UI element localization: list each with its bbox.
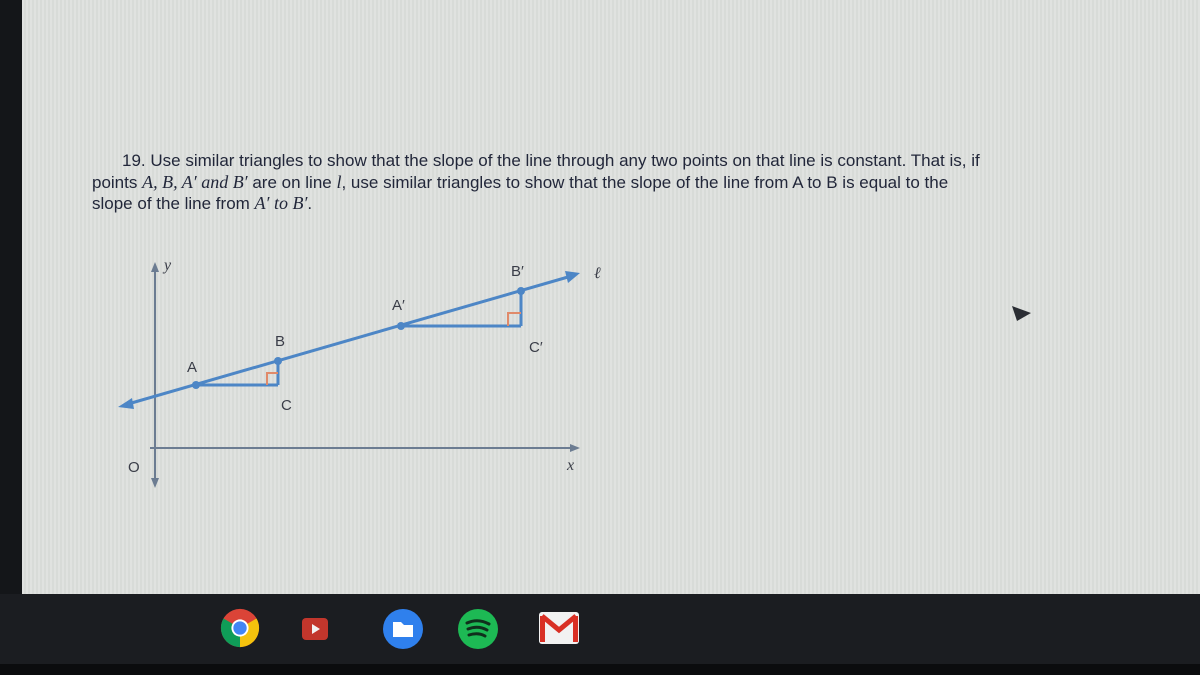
line-name-math: l: [336, 171, 342, 192]
point-B-prime: [517, 287, 525, 295]
chrome-icon[interactable]: [219, 607, 261, 649]
label-C-prime: C′: [529, 339, 543, 356]
line-l-right-arrow-icon: [565, 271, 580, 283]
label-A-prime: A′: [392, 297, 405, 314]
question-line-3: slope of the line from A′ to B′.: [92, 193, 313, 213]
point-A-prime: [397, 322, 405, 330]
segment-math: A′ to B′: [254, 193, 308, 213]
points-math: A, B, A′ and B′: [142, 171, 248, 192]
label-C: C: [281, 397, 292, 414]
point-A: [192, 381, 200, 389]
question-line-1: 19. Use similar triangles to show that the slope of the line through any two points on that line is constant. That is, if: [122, 151, 980, 170]
gmail-icon[interactable]: [539, 612, 579, 644]
mouse-cursor-icon: [1012, 306, 1031, 321]
origin-label: O: [128, 459, 140, 476]
x-axis-label: x: [567, 457, 575, 474]
label-line-l: ℓ: [594, 265, 601, 282]
files-icon[interactable]: [381, 607, 425, 651]
y-axis-label: y: [164, 257, 172, 274]
question-number: 19.: [122, 151, 146, 170]
line-l-left-arrow-icon: [118, 398, 134, 409]
spotify-icon[interactable]: [456, 607, 500, 651]
label-B-prime: B′: [511, 263, 524, 280]
label-A: A: [187, 359, 198, 376]
right-angle-mark-C-prime: [508, 313, 521, 326]
screen-bezel: [0, 664, 1200, 675]
label-B: B: [275, 333, 286, 350]
y-axis-arrow-down-icon: [151, 478, 159, 488]
right-angle-mark-C: [267, 373, 278, 385]
taskbar: [0, 594, 1200, 664]
question-line-2: points A, B, A′ and B′ are on line l, use similar triangles to show that the slope of the line from A to B is equal to the: [92, 171, 949, 192]
y-axis-arrow-up-icon: [151, 262, 159, 272]
point-B: [274, 357, 282, 365]
play-store-icon[interactable]: [302, 618, 328, 640]
x-axis-arrow-icon: [570, 444, 580, 452]
